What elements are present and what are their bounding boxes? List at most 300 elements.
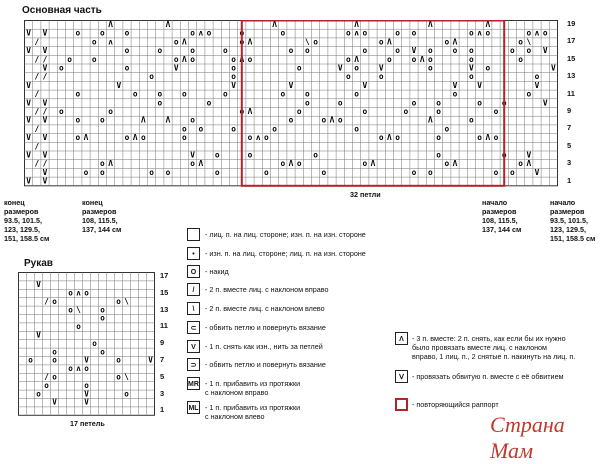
stitch-symbol: o: [68, 305, 73, 315]
stitch-symbol: o: [190, 159, 195, 169]
row-number: 15: [567, 53, 576, 63]
stitch-symbol: o: [428, 63, 433, 73]
stitch-symbol: o: [288, 115, 294, 125]
stitch-symbol: Λ: [452, 159, 458, 169]
legend-text: - 1 п. прибавить из протяжки с наклоном вправо: [205, 379, 301, 397]
stitch-symbol: V: [36, 330, 41, 340]
stitch-symbol: o: [75, 89, 81, 99]
stitch-symbol: o: [280, 89, 286, 99]
stitch-symbol: Λ: [387, 37, 392, 47]
stitch-symbol: o: [223, 89, 228, 99]
stitch-symbol: V: [42, 115, 48, 125]
row-number: 13: [160, 304, 169, 314]
stitch-symbol: o: [321, 115, 327, 125]
stitch-symbol: o: [354, 124, 359, 134]
row-number: 11: [160, 321, 168, 331]
stitch-symbol: o: [76, 322, 81, 332]
stitch-symbol: V: [26, 115, 31, 125]
stitch-symbol: o: [411, 54, 417, 64]
legend-text: - накид: [205, 267, 229, 276]
stitch-symbol: V: [26, 150, 31, 160]
stitch-symbol: o: [59, 106, 64, 116]
stitch-symbol: o: [214, 150, 220, 160]
stitch-symbol: o: [149, 72, 154, 82]
stitch-symbol: V: [288, 80, 294, 90]
stitch-symbol: o: [190, 46, 195, 56]
stitch-symbol: /: [34, 54, 40, 64]
stitch-symbol: Λ: [247, 106, 253, 116]
stitch-symbol: o: [231, 54, 236, 64]
stitch-symbol: o: [526, 89, 532, 99]
stitch-symbol: V: [36, 280, 41, 290]
stitch-symbol: o: [354, 63, 359, 73]
stitch-symbol: V: [534, 80, 540, 90]
stitch-symbol: Λ: [165, 115, 171, 125]
stitch-symbol: Λ: [198, 159, 204, 169]
stitch-symbol: o: [44, 380, 49, 390]
stitch-symbol: Λ: [141, 115, 146, 125]
sleeve-chart-title: Рукав: [24, 258, 53, 269]
stitch-symbol: o: [493, 133, 499, 143]
stitch-symbol: o: [100, 313, 105, 323]
legend-symbol: MR: [187, 377, 200, 390]
stitch-symbol: o: [100, 115, 105, 125]
stitch-symbol: o: [411, 98, 417, 108]
stitch-symbol: o: [321, 167, 327, 177]
stitch-symbol: o: [52, 347, 57, 357]
stitch-symbol: o: [157, 98, 163, 108]
stitch-symbol: o: [247, 133, 253, 143]
stitch-symbol: o: [534, 72, 540, 82]
legend-symbol: ⊂: [187, 321, 200, 334]
stitch-symbol: V: [526, 150, 532, 160]
main-chart-title: Основная часть: [22, 5, 102, 16]
stitch-symbol: V: [231, 80, 236, 90]
stitch-symbol: o: [518, 159, 523, 169]
legend-symbol: ᐯ: [395, 370, 408, 383]
stitch-symbol: o: [157, 46, 163, 56]
legend-symbol: V: [187, 340, 200, 353]
stitch-symbol: o: [231, 63, 236, 73]
stitch-symbol: V: [551, 63, 556, 73]
stitch-symbol: V: [26, 98, 31, 108]
stitch-symbol: o: [403, 106, 409, 116]
stitch-symbol: /: [42, 72, 48, 82]
stitch-symbol: o: [28, 355, 33, 365]
stitch-symbol: Λ: [132, 133, 138, 143]
stitch-symbol: o: [124, 28, 130, 38]
stitch-symbol: V: [42, 133, 48, 143]
repeat-label: 32 петли: [350, 190, 381, 199]
stitch-symbol: Λ: [182, 37, 187, 47]
stitch-symbol: V: [42, 167, 48, 177]
stitch-symbol: V: [84, 389, 89, 399]
stitch-symbol: \: [526, 37, 532, 47]
stitch-symbol: V: [362, 80, 368, 90]
stitch-symbol: Λ: [428, 20, 433, 29]
legend-text: - 1 п. прибавить из протяжки с наклоном влево: [205, 403, 301, 421]
stitch-symbol: o: [116, 372, 121, 382]
stitch-symbol: Λ: [370, 159, 376, 169]
stitch-symbol: /: [42, 54, 48, 64]
stitch-symbol: Λ: [108, 20, 113, 29]
stitch-symbol: o: [493, 167, 499, 177]
stitch-symbol: o: [149, 167, 154, 177]
stitch-symbol: o: [313, 37, 318, 47]
stitch-symbol: V: [26, 46, 31, 56]
stitch-symbol: o: [362, 106, 368, 116]
stitch-symbol: o: [444, 159, 450, 169]
stitch-symbol: /: [34, 72, 40, 82]
stitch-symbol: ʌ: [198, 28, 204, 38]
stitch-symbol: ʌ: [255, 133, 261, 143]
row-number: 3: [160, 388, 165, 398]
stitch-symbol: V: [190, 150, 195, 160]
legend-text: - 1 п. снять как изн., нить за петлей: [205, 342, 323, 351]
stitch-symbol: o: [75, 133, 81, 143]
stitch-symbol: o: [428, 46, 433, 56]
stitch-symbol: o: [100, 305, 105, 315]
row-number: 5: [567, 140, 572, 150]
legend-text: - обвить петлю и повернуть вязание: [205, 360, 326, 369]
stitch-symbol: o: [362, 46, 368, 56]
stitch-symbol: V: [173, 63, 179, 73]
stitch-symbol: o: [436, 133, 441, 143]
stitch-symbol: ʌ: [534, 28, 540, 38]
stitch-symbol: o: [428, 54, 433, 64]
row-number: 17: [567, 36, 576, 46]
stitch-symbol: o: [280, 159, 286, 169]
stitch-symbol: o: [469, 54, 474, 64]
stitch-symbol: o: [264, 133, 269, 143]
stitch-symbol: o: [272, 124, 277, 134]
stitch-symbol: o: [428, 167, 433, 177]
stitch-symbol: o: [313, 150, 318, 160]
stitch-symbol: o: [337, 115, 343, 125]
stitch-symbol: o: [84, 380, 89, 390]
stitch-symbol: o: [395, 133, 400, 143]
left-size-label-a: конец размеров 93.5, 101.5, 123, 129.5, 151, 158.5 см: [4, 198, 50, 243]
stitch-symbol: Λ: [247, 37, 253, 47]
stitch-symbol: /: [44, 296, 49, 306]
row-number: 9: [567, 106, 572, 115]
stitch-symbol: o: [444, 37, 450, 47]
stitch-symbol: o: [116, 355, 121, 365]
stitch-symbol: o: [542, 28, 548, 38]
stitch-symbol: Λ: [354, 20, 359, 29]
stitch-symbol: o: [436, 98, 441, 108]
legend-text: - 2 п. вместе лиц. с наклоном влево: [205, 304, 325, 313]
row-number: 13: [567, 71, 576, 81]
legend-text: - обвить петлю и повернуть вязание: [205, 323, 326, 332]
stitch-symbol: \: [124, 296, 129, 306]
stitch-symbol: o: [124, 133, 130, 143]
stitch-symbol: Λ: [526, 159, 532, 169]
stitch-symbol: o: [510, 46, 515, 56]
stitch-symbol: V: [42, 176, 48, 186]
stitch-symbol: o: [52, 355, 57, 365]
stitch-symbol: /: [34, 124, 40, 134]
stitch-symbol: o: [239, 106, 245, 116]
legend-symbol: ML: [187, 401, 200, 414]
stitch-symbol: o: [469, 72, 474, 82]
stitch-symbol: o: [501, 98, 507, 108]
stitch-symbol: Λ: [387, 133, 392, 143]
stitch-symbol: o: [469, 28, 474, 38]
stitch-symbol: /: [42, 106, 48, 116]
row-number: 17: [160, 271, 169, 280]
legend-symbol: Λ: [395, 332, 408, 345]
row-number: 7: [567, 123, 572, 133]
stitch-symbol: o: [485, 63, 491, 73]
stitch-symbol: V: [378, 63, 384, 73]
row-number: 9: [160, 338, 165, 348]
stitch-symbol: o: [92, 338, 97, 348]
stitch-symbol: o: [346, 28, 351, 38]
row-number: 19: [567, 19, 576, 28]
stitch-symbol: o: [173, 54, 179, 64]
stitch-symbol: Λ: [485, 133, 491, 143]
stitch-symbol: o: [305, 46, 310, 56]
stitch-symbol: /: [34, 159, 40, 169]
stitch-symbol: o: [52, 372, 57, 382]
stitch-symbol: o: [411, 28, 417, 38]
stitch-symbol: o: [337, 98, 343, 108]
stitch-symbol: V: [542, 46, 548, 56]
stitch-symbol: o: [387, 54, 392, 64]
row-number: 5: [160, 371, 165, 381]
stitch-symbol: /: [34, 141, 40, 151]
stitch-symbol: Λ: [288, 159, 294, 169]
watermark: Страна Мам: [490, 412, 565, 463]
stitch-symbol: Λ: [182, 54, 187, 64]
stitch-symbol: o: [469, 46, 474, 56]
legend-text: - 2 п. вместе лиц. с наклоном вправо: [205, 285, 329, 294]
stitch-symbol: o: [305, 98, 310, 108]
stitch-symbol: V: [42, 150, 48, 160]
stitch-symbol: V: [477, 80, 482, 90]
stitch-symbol: V: [452, 80, 458, 90]
stitch-symbol: o: [173, 37, 179, 47]
stitch-symbol: o: [100, 159, 105, 169]
legend-symbol: ⊃: [187, 358, 200, 371]
stitch-symbol: o: [378, 133, 384, 143]
stitch-symbol: V: [42, 98, 48, 108]
stitch-symbol: Λ: [239, 54, 245, 64]
stitch-symbol: Λ: [165, 20, 171, 29]
stitch-symbol: Λ: [428, 115, 433, 125]
stitch-symbol: V: [52, 397, 57, 407]
legend-text: - провязать обвитую п. вместе с её обвитием: [412, 372, 564, 381]
stitch-symbol: o: [91, 54, 97, 64]
stitch-symbol: o: [526, 46, 532, 56]
stitch-symbol: o: [214, 167, 220, 177]
legend-symbol: O: [187, 265, 200, 278]
stitch-symbol: o: [378, 72, 384, 82]
stitch-symbol: o: [354, 89, 359, 99]
row-number: 11: [567, 88, 575, 98]
stitch-symbol: Λ: [272, 20, 277, 29]
stitch-symbol: ʌ: [108, 37, 113, 47]
stitch-symbol: o: [247, 54, 253, 64]
stitch-symbol: o: [141, 133, 146, 143]
stitch-symbol: o: [100, 28, 105, 38]
stitch-symbol: o: [100, 167, 105, 177]
legend-symbol: \: [187, 302, 200, 315]
stitch-symbol: /: [34, 106, 40, 116]
stitch-symbol: o: [124, 46, 130, 56]
stitch-symbol: o: [190, 28, 195, 38]
legend-symbol: [395, 398, 408, 411]
stitch-symbol: o: [469, 115, 474, 125]
stitch-symbol: o: [280, 28, 286, 38]
stitch-symbol: o: [296, 63, 302, 73]
stitch-symbol: V: [84, 397, 89, 407]
row-number: 7: [160, 355, 165, 364]
stitch-symbol: o: [436, 150, 441, 160]
stitch-symbol: o: [190, 115, 195, 125]
legend-text: - изн. п. на лиц. стороне; лиц. п. на изн. стороне: [205, 249, 366, 258]
stitch-symbol: o: [247, 150, 253, 160]
stitch-symbol: o: [59, 63, 64, 73]
stitch-symbol: o: [436, 106, 441, 116]
stitch-symbol: /: [44, 372, 49, 382]
stitch-symbol: V: [116, 80, 122, 90]
stitch-symbol: o: [165, 167, 171, 177]
stitch-symbol: o: [68, 288, 73, 298]
legend-text: - повторяющийся раппорт: [412, 400, 499, 409]
stitch-symbol: o: [395, 46, 400, 56]
stitch-symbol: o: [378, 37, 384, 47]
stitch-symbol: o: [91, 37, 97, 47]
stitch-symbol: V: [42, 46, 48, 56]
stitch-symbol: o: [485, 28, 491, 38]
legend-symbol: /: [187, 283, 200, 296]
row-number: 1: [160, 405, 165, 415]
stitch-symbol: o: [231, 72, 236, 82]
stitch-symbol: o: [68, 364, 73, 374]
stitch-symbol: o: [346, 54, 351, 64]
sleeve-count-label: 17 петель: [70, 419, 105, 428]
stitch-symbol: o: [84, 288, 89, 298]
stitch-symbol: o: [124, 63, 130, 73]
stitch-symbol: o: [108, 106, 113, 116]
stitch-symbol: o: [231, 124, 236, 134]
stitch-symbol: V: [534, 167, 540, 177]
stitch-symbol: o: [116, 296, 121, 306]
stitch-symbol: o: [75, 28, 81, 38]
stitch-symbol: o: [206, 28, 212, 38]
right-size-label-b: начало размеров 93.5, 101.5, 123, 129.5, 151, 158.5 см: [550, 198, 596, 243]
stitch-symbol: o: [182, 89, 187, 99]
stitch-symbol: o: [518, 37, 523, 47]
stitch-symbol: Λ: [419, 54, 425, 64]
stitch-symbol: V: [148, 355, 153, 365]
stitch-symbol: o: [182, 133, 187, 143]
stitch-symbol: o: [296, 106, 302, 116]
stitch-symbol: o: [239, 28, 245, 38]
stitch-symbol: o: [83, 167, 89, 177]
stitch-symbol: V: [469, 63, 474, 73]
stitch-symbol: o: [190, 54, 195, 64]
stitch-symbol: o: [75, 115, 81, 125]
stitch-symbol: o: [493, 106, 499, 116]
stitch-symbol: o: [477, 98, 482, 108]
stitch-symbol: o: [296, 159, 302, 169]
stitch-symbol: V: [26, 80, 31, 90]
stitch-symbol: \: [76, 305, 81, 315]
stitch-symbol: o: [223, 46, 228, 56]
stitch-symbol: /: [34, 37, 40, 47]
stitch-symbol: o: [67, 54, 72, 64]
main-chart-grid: [24, 20, 559, 187]
stitch-symbol: Λ: [108, 159, 113, 169]
stitch-symbol: o: [452, 89, 458, 99]
stitch-symbol: o: [518, 54, 523, 64]
stitch-symbol: o: [444, 124, 450, 134]
stitch-symbol: ʌ: [354, 28, 359, 38]
stitch-symbol: o: [84, 364, 89, 374]
stitch-symbol: o: [100, 347, 105, 357]
stitch-symbol: V: [84, 355, 89, 365]
stitch-symbol: o: [305, 89, 310, 99]
stitch-symbol: \: [124, 372, 129, 382]
stitch-symbol: V: [26, 176, 31, 186]
stitch-symbol: Λ: [83, 133, 89, 143]
stitch-symbol: V: [337, 63, 343, 73]
stitch-symbol: V: [42, 63, 48, 73]
stitch-symbol: /: [34, 89, 40, 99]
right-size-label-a: начало размеров 108, 115.5, 137, 144 см: [482, 198, 522, 234]
legend-symbol: [187, 228, 200, 241]
stitch-symbol: o: [182, 124, 187, 134]
stitch-symbol: o: [452, 46, 458, 56]
stitch-symbol: o: [157, 89, 163, 99]
sleeve-chart-grid: [18, 272, 156, 417]
stitch-symbol: Λ: [329, 115, 335, 125]
stitch-symbol: V: [42, 28, 48, 38]
stitch-symbol: o: [132, 89, 138, 99]
stitch-symbol: o: [362, 159, 368, 169]
row-number: 3: [567, 158, 572, 168]
stitch-symbol: V: [411, 46, 417, 56]
stitch-symbol: ʌ: [76, 288, 81, 298]
stitch-symbol: \: [305, 37, 310, 47]
stitch-symbol: o: [239, 37, 245, 47]
row-number: 1: [567, 175, 572, 185]
stitch-symbol: o: [526, 28, 532, 38]
stitch-symbol: o: [501, 150, 507, 160]
stitch-symbol: Λ: [485, 20, 491, 29]
stitch-symbol: o: [510, 167, 515, 177]
row-number: 15: [160, 287, 169, 297]
stitch-symbol: V: [542, 98, 548, 108]
stitch-symbol: o: [264, 167, 269, 177]
stitch-symbol: /: [42, 159, 48, 169]
legend-text: - 3 п. вместе: 2 п. снять, как если бы их нужно было провязать вместе лиц. с наклоном вправо, 1 лиц. п., 2 снятые п. накинуть на лиц. п.: [412, 334, 576, 361]
stitch-symbol: o: [411, 167, 417, 177]
left-size-label-b: конец размеров 108, 115.5, 137, 144 см: [82, 198, 122, 234]
stitch-symbol: V: [26, 28, 31, 38]
legend-text: - лиц. п. на лиц. стороне; изн. п. на изн. стороне: [205, 230, 366, 239]
stitch-symbol: Λ: [354, 54, 359, 64]
stitch-symbol: Λ: [452, 37, 458, 47]
stitch-symbol: ʌ: [76, 364, 81, 374]
stitch-symbol: o: [346, 72, 351, 82]
stitch-symbol: o: [206, 98, 212, 108]
stitch-symbol: V: [26, 133, 31, 143]
stitch-symbol: o: [52, 296, 57, 306]
